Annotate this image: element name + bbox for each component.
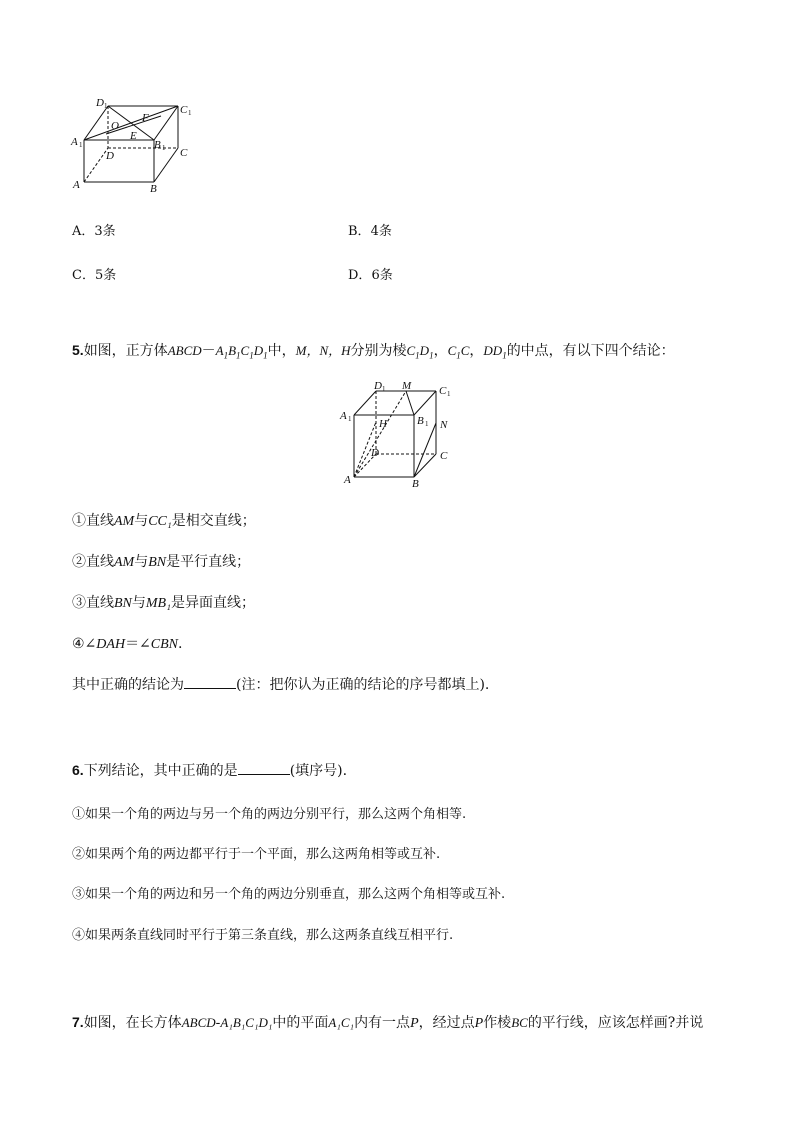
- q5-ask: 其中正确的结论为 (注：把你认为正确的结论的序号都填上).: [72, 677, 490, 693]
- q5-statement-4: ④∠DAH＝∠CBN.: [72, 636, 183, 652]
- answer-blank[interactable]: [238, 762, 290, 775]
- q5-statement-3: ③直线BN与MB₁是异面直线；: [72, 595, 255, 611]
- label-B1: B: [154, 139, 161, 151]
- q6-item-2: ②如果两个角的两边都平行于一个平面，那么这两角相等或互补.: [72, 847, 441, 862]
- cube-label-B1: B: [417, 415, 424, 427]
- cube-label-M: M: [402, 380, 412, 392]
- q6-item-4: ④如果两条直线同时平行于第三条直线，那么这两条直线互相平行.: [72, 928, 454, 943]
- q6-item-1: ①如果一个角的两边与另一个角的两边分别平行，那么这两个角相等.: [72, 807, 467, 822]
- cube-label-N: N: [440, 419, 448, 431]
- label-A1: A: [71, 136, 78, 148]
- figure-cuboid-1: [66, 96, 206, 196]
- cube-label-A: A: [344, 474, 351, 486]
- option-c: C．5条: [72, 268, 117, 283]
- svg-text:1: 1: [425, 420, 429, 428]
- option-a: A．3条: [72, 224, 116, 239]
- cube-label-C: C: [440, 450, 448, 462]
- label-O: O: [111, 120, 119, 132]
- cube-label-B: B: [412, 478, 419, 490]
- question-6-stem: 6.下列结论，其中正确的是 (填序号).: [72, 762, 348, 779]
- figure-cube-2: [336, 378, 462, 490]
- label-E: E: [130, 130, 137, 142]
- q5-statement-1: ①直线AM与CC₁是相交直线；: [72, 513, 256, 529]
- q5-statement-2: ②直线AM与BN是平行直线；: [72, 554, 251, 570]
- label-C1: C: [180, 104, 188, 116]
- svg-text:1: 1: [348, 415, 352, 423]
- label-D: D: [106, 150, 114, 162]
- cube-label-H: H: [379, 418, 387, 430]
- svg-text:1: 1: [188, 109, 192, 117]
- label-F: F: [142, 112, 149, 124]
- q6-item-3: ③如果一个角的两边和另一个角的两边分别垂直，那么这两个角相等或互补.: [72, 887, 506, 902]
- answer-blank[interactable]: [184, 676, 236, 689]
- cube-label-D: D: [371, 447, 379, 459]
- svg-text:1: 1: [162, 144, 166, 152]
- svg-text:1: 1: [382, 385, 386, 393]
- label-A: A: [73, 179, 80, 191]
- label-C: C: [180, 147, 188, 159]
- question-7-stem: 7.如图，在长方体ABCD-A₁B₁C₁D₁中的平面A₁C₁内有一点P，经过点P作棱BC的平行线，应该怎样画?并说: [72, 1014, 704, 1031]
- label-B: B: [150, 183, 157, 195]
- cube-label-C1: C: [439, 385, 447, 397]
- cube-label-A1: A: [340, 410, 347, 422]
- svg-text:1: 1: [79, 141, 83, 149]
- cube-label-D1: D: [374, 380, 382, 392]
- label-D1: D: [96, 97, 104, 109]
- svg-text:1: 1: [104, 102, 108, 110]
- question-5-stem: 5.如图，正方体$ABCD-A_1B_1C_1D_1$中，M，N，H分别为棱$C_1D_1$，$C_1C$，$DD_1$的中点，有以下四个结论：: [72, 342, 675, 361]
- svg-text:1: 1: [447, 390, 451, 398]
- option-b: B．4条: [348, 224, 392, 239]
- option-d: D．6条: [348, 268, 393, 283]
